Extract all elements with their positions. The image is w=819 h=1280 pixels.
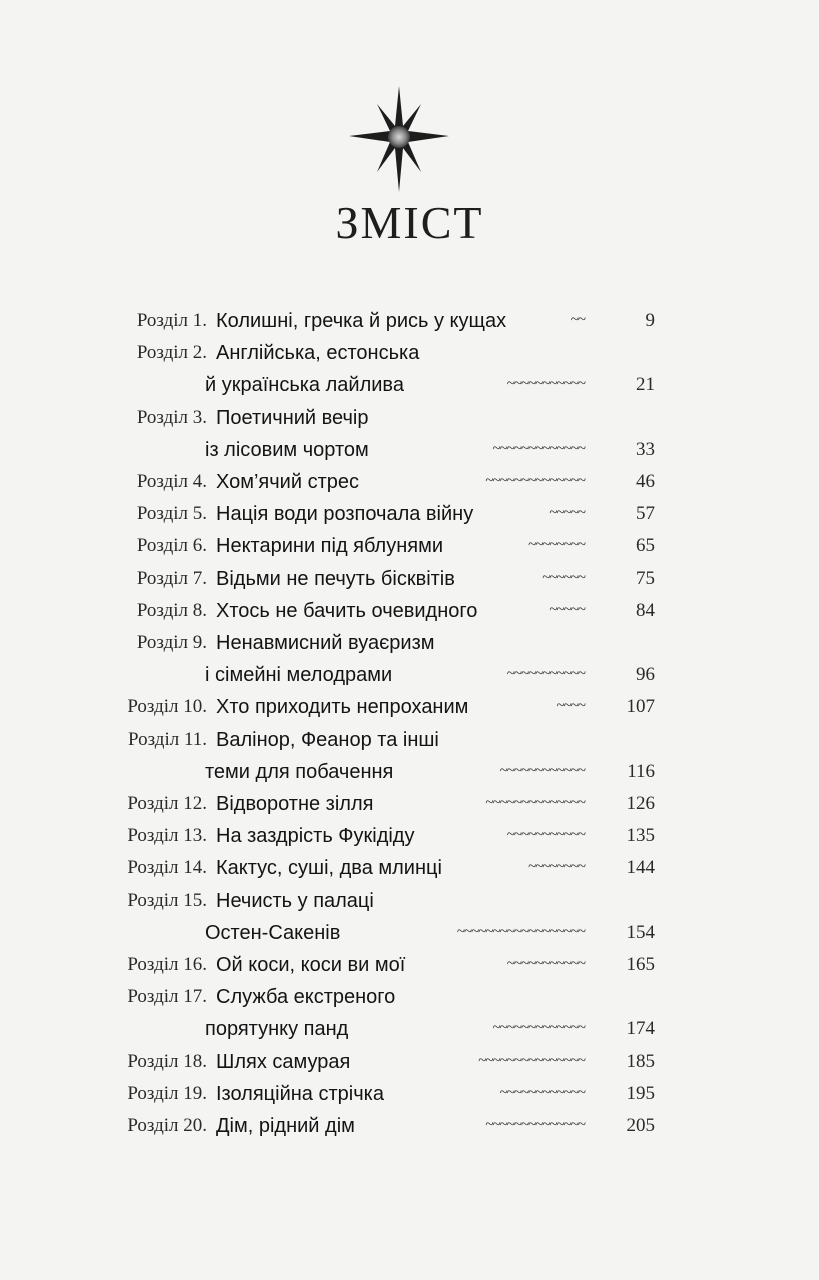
dot-leader: ~~~~~~~~~~~~ (499, 762, 585, 779)
dot-leader: ~~~~~~~~~~~ (506, 827, 585, 844)
page-number: 185 (626, 1050, 655, 1072)
page-number: 174 (626, 1018, 655, 1040)
page-number: 144 (626, 857, 655, 879)
dot-leader: ~~~~~~ (542, 569, 585, 586)
page-number: 107 (626, 696, 655, 718)
chapter-title: Хто приходить непроханим (216, 696, 469, 719)
chapter-title-continued: і сімейні мелодрами (205, 664, 393, 687)
chapter-title: Хтось не бачить очевидного (216, 599, 478, 622)
chapter-title: Нектарини під яблунями (216, 535, 444, 558)
dot-leader: ~~~~~~~~~~~~ (499, 1084, 585, 1101)
chapter-title: Хом’ячий стрес (216, 471, 359, 493)
chapter-title: Ізоляційна стрічка (216, 1082, 384, 1105)
chapter-label: Розділ 5. (136, 503, 207, 525)
chapter-label: Розділ 4. (136, 471, 207, 492)
dot-leader: ~~~~~~~~~~~~~~~ (478, 1052, 585, 1069)
chapter-title-continued: теми для побачення (205, 760, 394, 783)
chapter-label: Розділ 11. (128, 728, 207, 750)
chapter-title: Валінор, Феанор та інші (216, 728, 439, 751)
page-number: 75 (636, 567, 655, 589)
page-number: 33 (636, 438, 655, 460)
chapter-label: Розділ 20. (127, 1115, 207, 1136)
chapter-label: Розділ 16. (127, 954, 207, 975)
chapter-title-continued: Остен-Сакенів (205, 921, 341, 944)
dot-leader: ~~~~~~~~ (528, 537, 585, 554)
dot-leader: ~~~~~~~~~~~ (506, 666, 585, 683)
page-number: 96 (636, 664, 655, 686)
chapter-title: Відворотне зілля (216, 793, 374, 815)
chapter-label: Розділ 12. (127, 793, 207, 814)
page-number: 205 (626, 1115, 655, 1136)
page-number: 65 (636, 535, 655, 557)
chapter-title-continued: й українська лайлива (205, 374, 404, 397)
page-number: 84 (636, 599, 655, 621)
dot-leader: ~~~~~ (549, 505, 585, 522)
page-number: 9 (645, 310, 655, 331)
chapter-label: Розділ 13. (127, 825, 207, 847)
chapter-title: На заздрість Фукідіду (216, 825, 415, 848)
chapter-title: Поетичний вечір (216, 406, 369, 429)
chapter-label: Розділ 15. (127, 889, 207, 911)
chapter-title: Нація води розпочала війну (216, 503, 474, 526)
chapter-title: Ой коси, коси ви мої (216, 954, 406, 976)
chapter-label: Розділ 7. (136, 567, 207, 589)
dot-leader: ~~~~~~~~ (528, 859, 585, 876)
page-number: 116 (627, 760, 655, 782)
chapter-title: Нечисть у палаці (216, 889, 374, 912)
dot-leader: ~~~~~~~~~~~~~~ (485, 1117, 585, 1133)
chapter-title: Ненавмисний вуаєризм (216, 632, 435, 654)
chapter-label: Розділ 6. (136, 535, 207, 557)
chapter-title: Колишні, гречка й рись у кущах (216, 310, 507, 332)
dot-leader: ~~~~ (556, 698, 585, 715)
page-number: 126 (626, 793, 655, 814)
page-title: ЗМІСТ (335, 197, 484, 248)
chapter-title: Дім, рідний дім (216, 1115, 355, 1137)
dot-leader: ~~~~~~~~~~~~~ (492, 440, 585, 457)
page-number: 57 (636, 503, 655, 525)
chapter-label: Розділ 17. (127, 986, 207, 1008)
chapter-title: Відьми не печуть бісквітів (216, 567, 455, 590)
dot-leader: ~~~~~~~~~~~~~~ (485, 473, 585, 489)
dot-leader: ~~ (570, 312, 585, 328)
chapter-label: Розділ 2. (136, 342, 207, 364)
page-number: 195 (626, 1082, 655, 1104)
page-number: 135 (626, 825, 655, 847)
chapter-title: Англійська, естонська (216, 342, 420, 365)
chapter-label: Розділ 1. (136, 310, 207, 331)
dot-leader: ~~~~~ (549, 601, 585, 618)
chapter-title: Шлях самурая (216, 1050, 351, 1073)
dot-leader: ~~~~~~~~~~~~~~ (485, 795, 585, 811)
chapter-title-continued: порятунку панд (205, 1018, 349, 1041)
chapter-title: Кактус, суші, два млинці (216, 857, 442, 880)
chapter-label: Розділ 18. (127, 1050, 207, 1072)
chapter-label: Розділ 14. (127, 857, 207, 879)
page-number: 46 (636, 471, 655, 492)
page-number: 21 (636, 374, 655, 396)
chapter-title-continued: із лісовим чортом (205, 438, 369, 461)
chapter-label: Розділ 10. (127, 696, 207, 718)
dot-leader: ~~~~~~~~~~~ (506, 956, 585, 972)
chapter-label: Розділ 3. (136, 406, 207, 428)
chapter-label: Розділ 9. (136, 632, 207, 653)
page-number: 165 (626, 954, 655, 975)
chapter-title: Служба екстреного (216, 986, 396, 1009)
dot-leader: ~~~~~~~~~~~ (506, 376, 585, 393)
page-number: 154 (626, 921, 655, 943)
dot-leader: ~~~~~~~~~~~~~ (492, 1020, 585, 1037)
dot-leader: ~~~~~~~~~~~~~~~~~~ (456, 923, 585, 940)
chapter-label: Розділ 19. (127, 1082, 207, 1104)
chapter-label: Розділ 8. (136, 599, 207, 621)
